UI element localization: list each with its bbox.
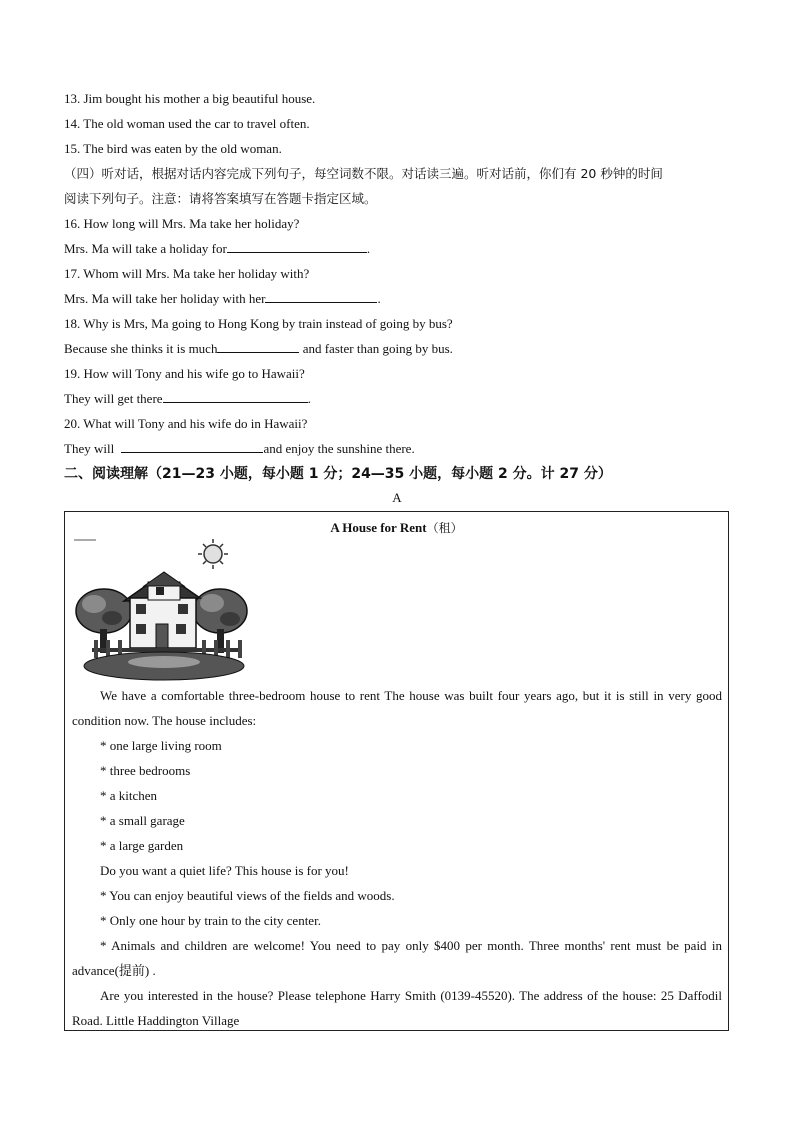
answer-18	[64, 340, 453, 358]
quiet-life-line: Do you want a quiet life? This house is for you!	[100, 863, 349, 878]
question-16: 16. How long will Mrs. Ma take her holiday?	[64, 216, 300, 231]
passage-paragraph-1: We have a comfortable three-bedroom house to rent The house was built four years ago, but it is still in very good condition now. The house includes:	[72, 688, 722, 728]
passage-title	[65, 519, 728, 536]
passage-box	[64, 511, 729, 1031]
answer-20-prefix: They will	[64, 441, 118, 456]
feature-item: * Only one hour by train to the city center.	[100, 913, 321, 928]
lawn	[84, 652, 244, 680]
answer-17-blank[interactable]	[265, 290, 377, 303]
include-item: * a kitchen	[100, 788, 158, 803]
passage-title-en: A House for Rent	[330, 520, 427, 535]
include-item: * a small garage	[100, 813, 185, 828]
answer-19-suffix: .	[307, 391, 311, 406]
sun-icon	[198, 539, 228, 569]
instructions-line-2: 阅读下列句子。注意：请将答案填写在答题卡指定区域。	[64, 191, 377, 206]
answer-16-blank[interactable]	[227, 240, 367, 253]
include-item: * three bedrooms	[100, 763, 191, 778]
include-item: * one large living room	[100, 738, 222, 753]
item-13: 13. Jim bought his mother a big beautiful house.	[64, 91, 316, 106]
animals-paragraph: * Animals and children are welcome! You need to pay only $400 per month. Three months' rent must be paid in advance(提前) .	[72, 938, 722, 978]
house-icon	[124, 572, 200, 648]
item-14: 14. The old woman used the car to travel often.	[64, 116, 310, 131]
answer-16-prefix: Mrs. Ma will take a holiday for	[64, 241, 227, 256]
question-19: 19. How will Tony and his wife go to Hawaii?	[64, 366, 305, 381]
answer-20-blank[interactable]	[121, 440, 263, 453]
answer-18-suffix: and faster than going by bus.	[299, 341, 453, 356]
answer-17-suffix: .	[377, 291, 381, 306]
include-item: * a large garden	[100, 838, 184, 853]
answer-20-suffix: and enjoy the sunshine there.	[263, 441, 415, 456]
answer-20	[64, 440, 415, 458]
answer-17	[64, 290, 381, 308]
instructions-line-1: （四）听对话，根据对话内容完成下列句子，每空词数不限。对话读三遍。听对话前，你们有 20 秒钟的时间	[64, 166, 663, 181]
section-title: 二、阅读理解（21—23 小题，每小题 1 分；24—35 小题，每小题 2 分。计 27 分）	[64, 466, 612, 482]
answer-18-blank[interactable]	[217, 340, 299, 353]
answer-16	[64, 240, 370, 258]
answer-19-prefix: They will get there	[64, 391, 163, 406]
tree-left	[76, 589, 132, 653]
question-18: 18. Why is Mrs, Ma going to Hong Kong by train instead of going by bus?	[64, 316, 453, 331]
question-20: 20. What will Tony and his wife do in Hawaii?	[64, 416, 308, 431]
passage-letter: A	[392, 490, 402, 505]
question-17: 17. Whom will Mrs. Ma take her holiday with?	[64, 266, 310, 281]
contact-paragraph: Are you interested in the house? Please telephone Harry Smith (0139-45520). The address of the house: 25 Daffodil Road. Little Haddington Village	[72, 988, 722, 1028]
feature-item: * You can enjoy beautiful views of the fields and woods.	[100, 888, 395, 903]
passage-title-cn: （租）	[426, 521, 463, 535]
answer-17-prefix: Mrs. Ma will take her holiday with her	[64, 291, 266, 306]
answer-18-prefix: Because she thinks it is much	[64, 341, 218, 356]
answer-19	[64, 390, 311, 408]
house-illustration	[72, 536, 252, 686]
answer-19-blank[interactable]	[163, 390, 308, 403]
answer-16-suffix: .	[366, 241, 371, 256]
item-15: 15. The bird was eaten by the old woman.	[64, 141, 282, 156]
